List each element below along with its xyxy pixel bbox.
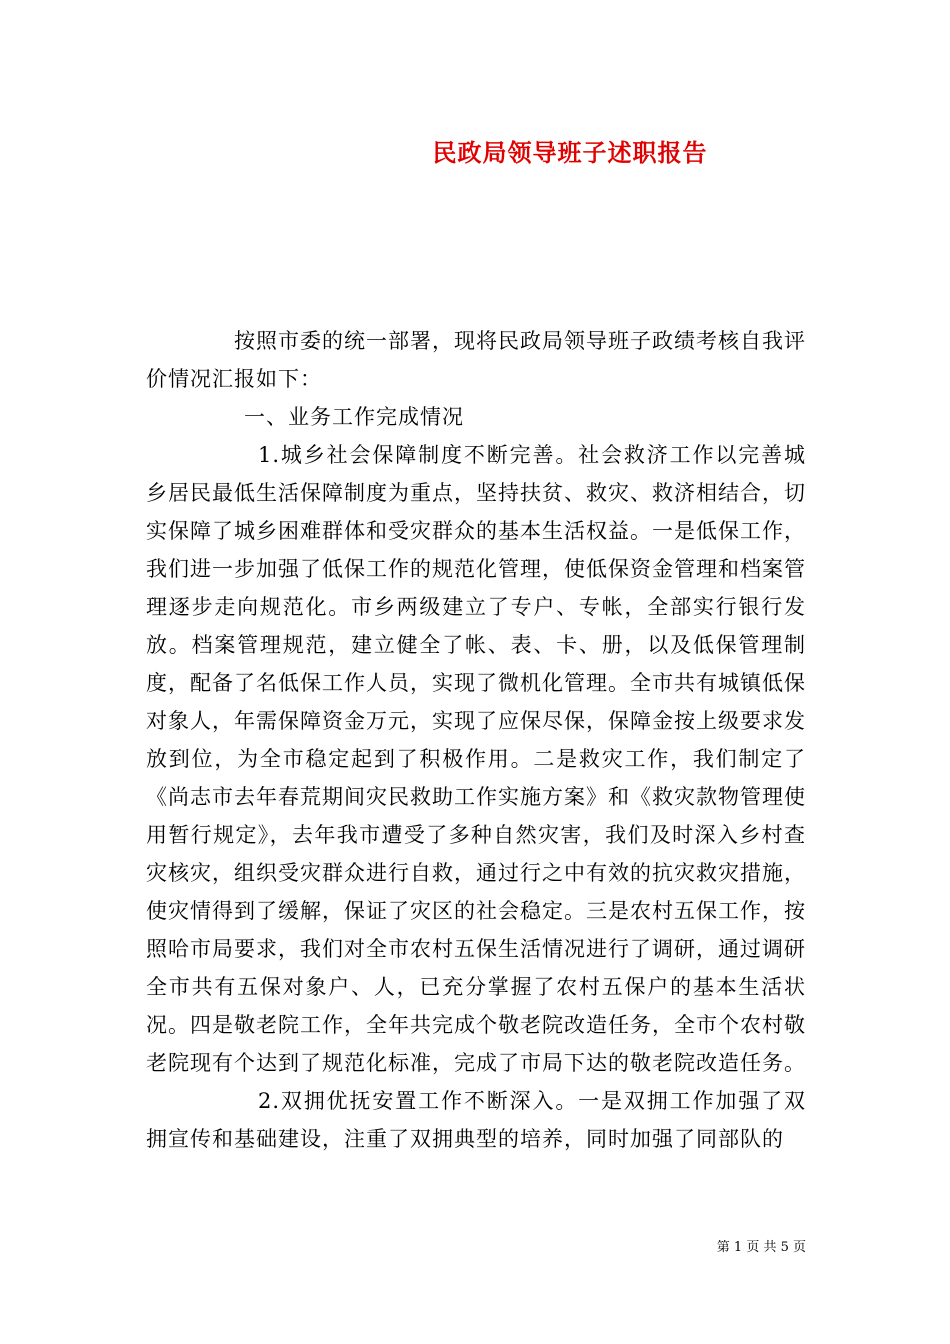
- page-number: 第 1 页 共 5 页: [716, 1240, 806, 1255]
- document-title: 民政局领导班子述职报告: [432, 138, 708, 167]
- paragraph-double-support: 2.双拥优抚安置工作不断深入。一是双拥工作加强了双拥宣传和基础建设，注重了双拥典型的培养，同时加强了同部队的: [146, 1089, 806, 1151]
- document-body: [146, 322, 806, 1158]
- intro-paragraph: 按照市委的统一部署，现将民政局领导班子政绩考核自我评价情况汇报如下：: [146, 329, 806, 391]
- paragraph-social-security: 1.城乡社会保障制度不断完善。社会救济工作以完善城乡居民最低生活保障制度为重点，坚持扶贫、救灾、救济相结合，切实保障了城乡困难群体和受灾群众的基本生活权益。一是低保工作，我们进一步加强了低保工作的规范化管理，使低保资金管理和档案管理逐步走向规范化。市乡两级建立了专户、专帐，全部实行银行发放。档案管理规范，建立健全了帐、表、卡、册，以及低保管理制度，配备了名低保工作人员，实现了微机化管理。全市共有城镇低保对象人，年需保障资金万元，实现了应保尽保，保障金按上级要求发放到位，为全市稳定起到了积极作用。二是救灾工作，我们制定了《尚志市去年春荒期间灾民救助工作实施方案》和《救灾款物管理使用暂行规定》，去年我市遭受了多种自然灾害，我们及时深入乡村查灾核灾，组织受灾群众进行自救，通过行之中有效的抗灾救灾措施，使灾情得到了缓解，保证了灾区的社会稳定。三是农村五保工作，按照哈市局要求，我们对全市农村五保生活情况进行了调研，通过调研全市共有五保对象户、人，已充分掌握了农村五保户的基本生活状况。四是敬老院工作，全年共完成个敬老院改造任务，全市个农村敬老院现有个达到了规范化标准，完成了市局下达的敬老院改造任务。: [146, 443, 806, 1075]
- section-heading: 一、业务工作完成情况: [244, 405, 464, 429]
